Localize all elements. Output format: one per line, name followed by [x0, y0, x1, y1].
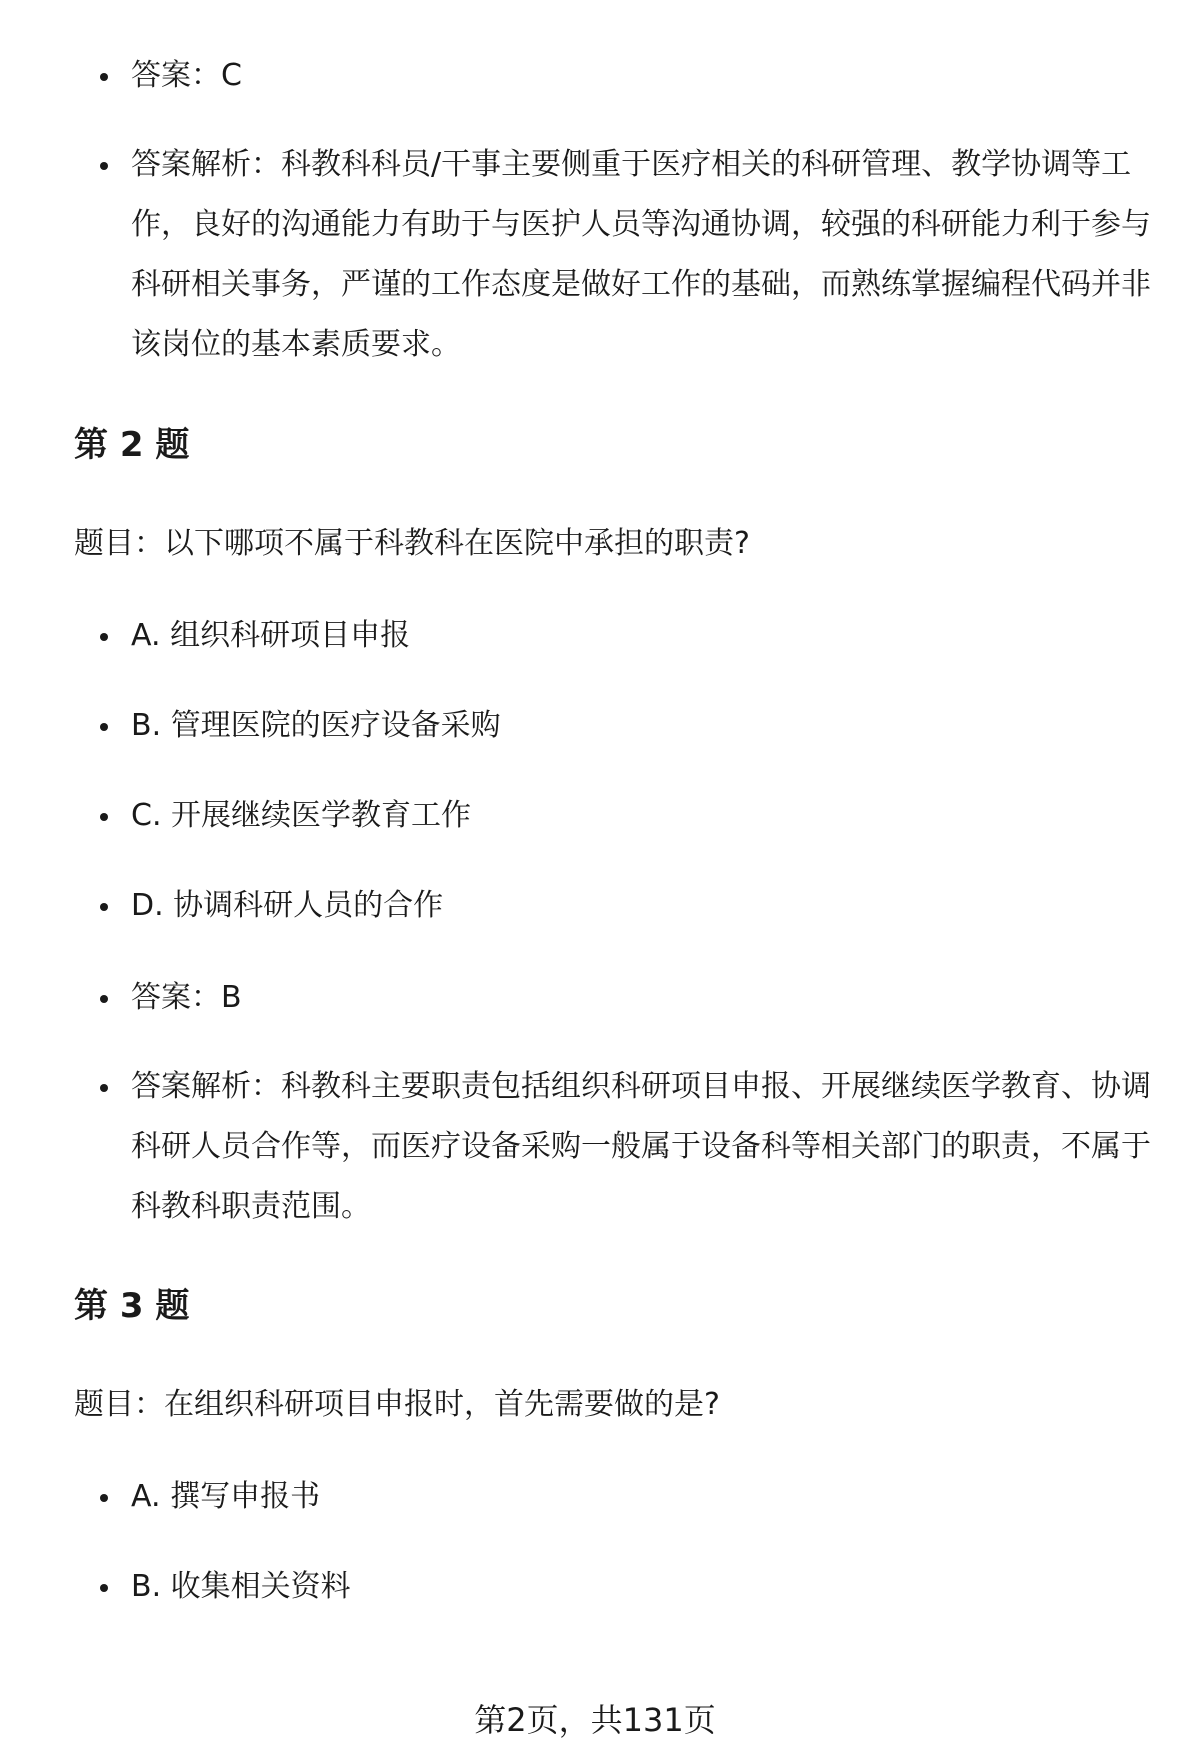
page-number: 第2页，共131页	[474, 1701, 716, 1739]
q2-explanation-text: 答案解析：科教科主要职责包括组织科研项目申报、开展继续医学教育、协调科研人员合作等，而医疗设备采购一般属于设备科等相关部门的职责，不属于科教科职责范围。	[131, 1069, 1151, 1224]
option-text: C. 开展继续医学教育工作	[131, 798, 472, 833]
q1-answer-text: 答案：C	[131, 58, 242, 93]
bullet-icon	[100, 633, 108, 641]
bullet-icon	[100, 903, 108, 911]
q1-explanation-item	[100, 135, 1160, 375]
bullet-icon	[100, 723, 108, 731]
q2-heading: 第 2 题	[74, 425, 190, 465]
bullet-icon	[100, 73, 108, 81]
q3-option-a	[100, 1467, 1160, 1527]
q2-option-b	[100, 696, 1160, 756]
q1-answer-item	[100, 46, 1160, 106]
q2-question-text: 题目：以下哪项不属于科教科在医院中承担的职责?	[74, 526, 750, 561]
option-text: A. 撰写申报书	[131, 1479, 321, 1514]
q2-option-c	[100, 786, 1160, 846]
q3-heading: 第 3 题	[74, 1286, 190, 1326]
q2-answer-text: 答案：B	[131, 980, 242, 1015]
bullet-icon	[100, 1084, 108, 1092]
option-text: B. 管理医院的医疗设备采购	[131, 708, 501, 743]
q2-answer-item	[100, 968, 1160, 1028]
bullet-icon	[100, 1494, 108, 1502]
bullet-icon	[100, 162, 108, 170]
q2-explanation-item	[100, 1057, 1160, 1237]
q2-option-d	[100, 876, 1160, 936]
option-text: B. 收集相关资料	[131, 1569, 351, 1604]
bullet-icon	[100, 995, 108, 1003]
option-text: A. 组织科研项目申报	[131, 618, 411, 653]
q2-option-a	[100, 606, 1160, 666]
q3-question-text: 题目：在组织科研项目申报时，首先需要做的是?	[74, 1387, 720, 1422]
bullet-icon	[100, 1584, 108, 1592]
q3-option-b	[100, 1557, 1160, 1617]
bullet-icon	[100, 813, 108, 821]
option-text: D. 协调科研人员的合作	[131, 888, 444, 923]
q1-explanation-text: 答案解析：科教科科员/干事主要侧重于医疗相关的科研管理、教学协调等工作，良好的沟通能力有助于与医护人员等沟通协调，较强的科研能力利于参与科研相关事务，严谨的工作态度是做好工作的基础，而熟练掌握编程代码并非该岗位的基本素质要求。	[131, 147, 1151, 362]
